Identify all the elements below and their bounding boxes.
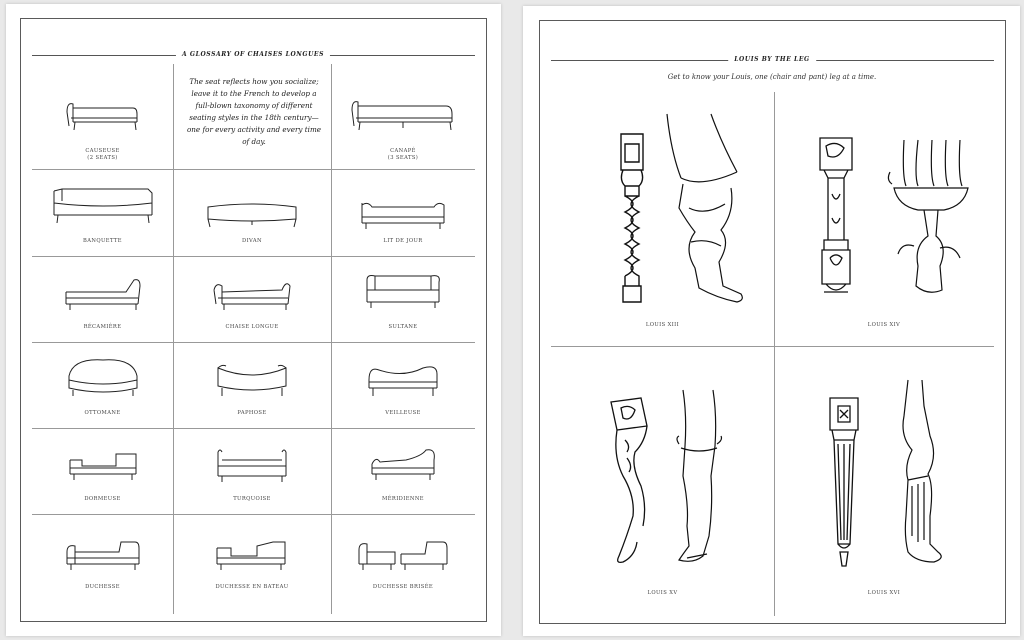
glossary-item [173, 342, 331, 428]
leg-label: LOUIS XVI [867, 590, 901, 596]
louis-xiii-chair-leg-drawing [613, 130, 653, 310]
causeuse-sofa-drawing [63, 96, 143, 136]
leg-label: LOUIS XIV [867, 322, 901, 328]
louis-leg-page [523, 6, 1020, 636]
item-label: DUCHESSE [85, 584, 120, 590]
item-label: MÉRIDIENNE [382, 496, 424, 502]
leg-item [774, 92, 994, 346]
banquette-drawing [48, 185, 158, 227]
item-label: TURQUOISE [233, 496, 271, 502]
louis-xiv-pant-leg-drawing [884, 136, 976, 306]
duchesse-brisee-drawing [355, 536, 451, 576]
item-sublabel: (2 SEATS) [87, 155, 118, 161]
louis-xiii-pant-leg-drawing [661, 112, 751, 312]
louis-xv-pant-leg-drawing [673, 386, 733, 566]
glossary-item [32, 169, 173, 256]
glossary-item [331, 514, 475, 614]
duchesse-drawing [63, 536, 143, 576]
meridienne-drawing [366, 446, 440, 486]
item-label: DUCHESSE BRISÉE [372, 584, 434, 590]
glossary-item [32, 428, 173, 514]
glossary-item [331, 64, 475, 169]
canape-sofa-drawing [348, 96, 458, 136]
glossary-item [32, 64, 173, 169]
item-label: LIT DE JOUR [383, 238, 423, 244]
chaise-longue-drawing [210, 276, 294, 312]
ottomane-drawing [63, 356, 143, 400]
item-label: DUCHESSE EN BATEAU [215, 584, 289, 590]
item-sublabel: (3 SEATS) [387, 155, 419, 161]
item-label: OTTOMANE [84, 410, 121, 416]
item-label: SULTANE [388, 324, 418, 330]
glossary-item [173, 256, 331, 342]
leg-item [774, 346, 994, 616]
item-label: RÉCAMIÈRE [83, 324, 122, 330]
veilleuse-drawing [363, 360, 443, 400]
glossary-item [331, 342, 475, 428]
glossary-item [331, 428, 475, 514]
louis-xvi-pant-leg-drawing [894, 376, 954, 566]
dormeuse-drawing [66, 448, 140, 484]
item-label: PAPHOSE [237, 410, 267, 416]
louis-xvi-chair-leg-drawing [824, 394, 864, 574]
glossary-item [173, 169, 331, 256]
glossary-item [331, 169, 475, 256]
leg-label: LOUIS XV [647, 590, 678, 596]
page-title: LOUIS BY THE LEG [728, 56, 816, 63]
item-label: VEILLEUSE [385, 410, 421, 416]
item-label: CAUSEUSE [85, 148, 120, 154]
leg-item [551, 92, 774, 346]
glossary-item [331, 256, 475, 342]
item-label: CHAISE LONGUE [225, 324, 279, 330]
item-label: DORMEUSE [84, 496, 121, 502]
recamiere-drawing [60, 276, 146, 312]
leg-item [551, 346, 774, 616]
item-label: BANQUETTE [83, 238, 122, 244]
louis-xiv-chair-leg-drawing [814, 134, 858, 304]
lit-de-jour-drawing [358, 197, 448, 231]
leg-label: LOUIS XIII [645, 322, 680, 328]
glossary-item [173, 428, 331, 514]
page-title: A GLOSSARY OF CHAISES LONGUES [176, 51, 330, 58]
item-label: CANAPÉ [390, 148, 416, 154]
paphose-drawing [212, 360, 292, 400]
page-subtitle: Get to know your Louis, one (chair and pant) leg at a time. [667, 73, 877, 81]
sultane-drawing [361, 272, 445, 312]
turquoise-drawing [212, 446, 292, 486]
intro-text: The seat reflects how you socialize; leave it to the French to develop a full-blown taxonomy of different seating styles in the 18th century—one for every activity and every time of day. [186, 77, 322, 146]
glossary-item [173, 514, 331, 614]
glossary-page [6, 4, 501, 636]
louis-xv-chair-leg-drawing [605, 396, 655, 566]
duchesse-en-bateau-drawing [213, 536, 291, 576]
glossary-item [32, 342, 173, 428]
item-label: DIVAN [242, 238, 262, 244]
divan-drawing [204, 197, 300, 231]
glossary-item [32, 256, 173, 342]
glossary-item [32, 514, 173, 614]
